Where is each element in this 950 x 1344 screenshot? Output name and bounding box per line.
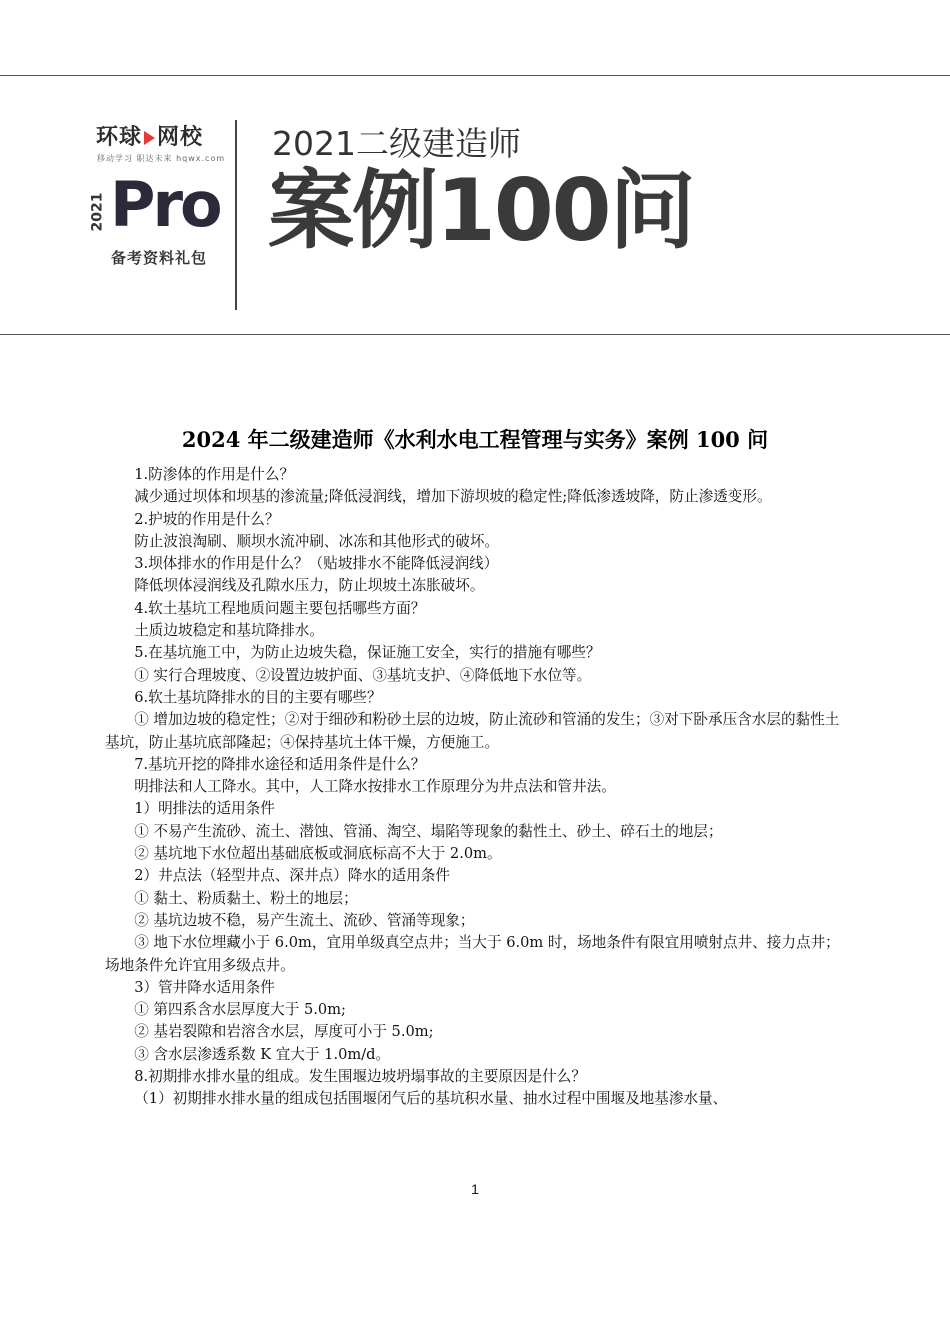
- paragraph: ① 实行合理坡度、②设置边坡护面、③基坑支护、④降低地下水位等。: [134, 666, 592, 684]
- paragraph: 1.防渗体的作用是什么？: [134, 466, 295, 483]
- brand-logo: 环球 网校: [96, 125, 204, 150]
- paragraph: 2.护坡的作用是什么？: [134, 510, 280, 528]
- paragraph: 1）明排法的适用条件: [134, 800, 275, 818]
- paragraph: 减少通过坝体和坝基的渗流量;降低浸润线，增加下游坝坡的稳定性;降低渗透坡降，防止渗透变形。: [134, 488, 772, 506]
- paragraph: 8.初期排水排水量的组成。发生围堰边坡坍塌事故的主要原因是什么？: [134, 1068, 586, 1086]
- page-number: 1: [471, 1181, 479, 1197]
- paragraph: ③ 地下水位埋藏小于 6.0m，宜用单级真空点井；当大于 6.0m 时，场地条件有限宜用喷射点井、接力点井；场地条件允许宜用多级点井。: [105, 934, 840, 974]
- banner-subtitle: 2021二级建造师: [272, 124, 521, 163]
- paragraph: ① 增加边坡的稳定性；②对于细砂和粉砂土层的边坡，防止流砂和管涌的发生；③对下卧承压含水层的黏性土基坑，防止基坑底部隆起；④保持基坑土体干燥，方便施工。: [105, 711, 840, 751]
- package-label: 备考资料礼包: [111, 249, 208, 267]
- paragraph: 3.坝体排水的作用是什么？（贴坡排水不能降低浸润线）: [134, 555, 499, 573]
- bottom-rule: [0, 334, 950, 335]
- paragraph: ① 第四系含水层厚度大于 5.0m;: [134, 1001, 346, 1019]
- paragraph: ① 黏土、粉质黏土、粉土的地层；: [134, 889, 358, 907]
- paragraph: 4.软土基坑工程地质问题主要包括哪些方面？: [134, 599, 426, 617]
- paragraph: ③ 含水层渗透系数 K 宜大于 1.0m/d。: [134, 1045, 391, 1063]
- document-title: 2024 年二级建造师《水利水电工程管理与实务》案例 100 问: [181, 427, 769, 452]
- play-icon: [144, 131, 155, 145]
- banner-main-title: 案例100问: [268, 161, 694, 261]
- paragraph: ① 不易产生流砂、流土、潜蚀、管涌、淘空、塌陷等现象的黏性土、砂土、碎石土的地层；: [134, 822, 723, 840]
- paragraph: ② 基岩裂隙和岩溶含水层，厚度可小于 5.0m;: [134, 1023, 434, 1041]
- paragraph: 7.基坑开挖的降排水途径和适用条件是什么？: [134, 755, 426, 773]
- banner-divider: [235, 120, 237, 310]
- paragraph: 6.软土基坑降排水的目的主要有哪些？: [134, 688, 382, 706]
- paragraph: 防止波浪淘刷、顺坝水流冲刷、冰冻和其他形式的破坏。: [134, 532, 500, 550]
- header-banner: [0, 76, 950, 334]
- paragraph: ② 基坑地下水位超出基础底板或洞底标高不大于 2.0m。: [134, 845, 502, 863]
- paragraph: 土质边坡稳定和基坑降排水。: [134, 622, 324, 640]
- pro-logo: Pro: [110, 168, 220, 241]
- paragraph: （1）初期排水排水量的组成包括围堰闭气后的基坑积水量、抽水过程中围堰及地基渗水量、: [134, 1090, 728, 1108]
- pro-year: 2021: [89, 192, 106, 232]
- paragraph: 3）管井降水适用条件: [134, 978, 275, 996]
- brand-slogan: 移动学习 职达未来 hqwx.com: [97, 154, 226, 163]
- paragraph: 5.在基坑施工中，为防止边坡失稳，保证施工安全，实行的措施有哪些？: [134, 644, 601, 662]
- paragraph: ② 基坑边坡不稳，易产生流土、流砂、管涌等现象；: [134, 911, 475, 929]
- paragraph: 2）井点法（轻型井点、深井点）降水的适用条件: [134, 867, 450, 885]
- paragraph: 降低坝体浸润线及孔隙水压力，防止坝坡土冻胀破坏。: [134, 577, 485, 595]
- paragraph: 明排法和人工降水。其中，人工降水按排水工作原理分为井点法和管井法。: [134, 778, 616, 796]
- document-body: [105, 464, 840, 1111]
